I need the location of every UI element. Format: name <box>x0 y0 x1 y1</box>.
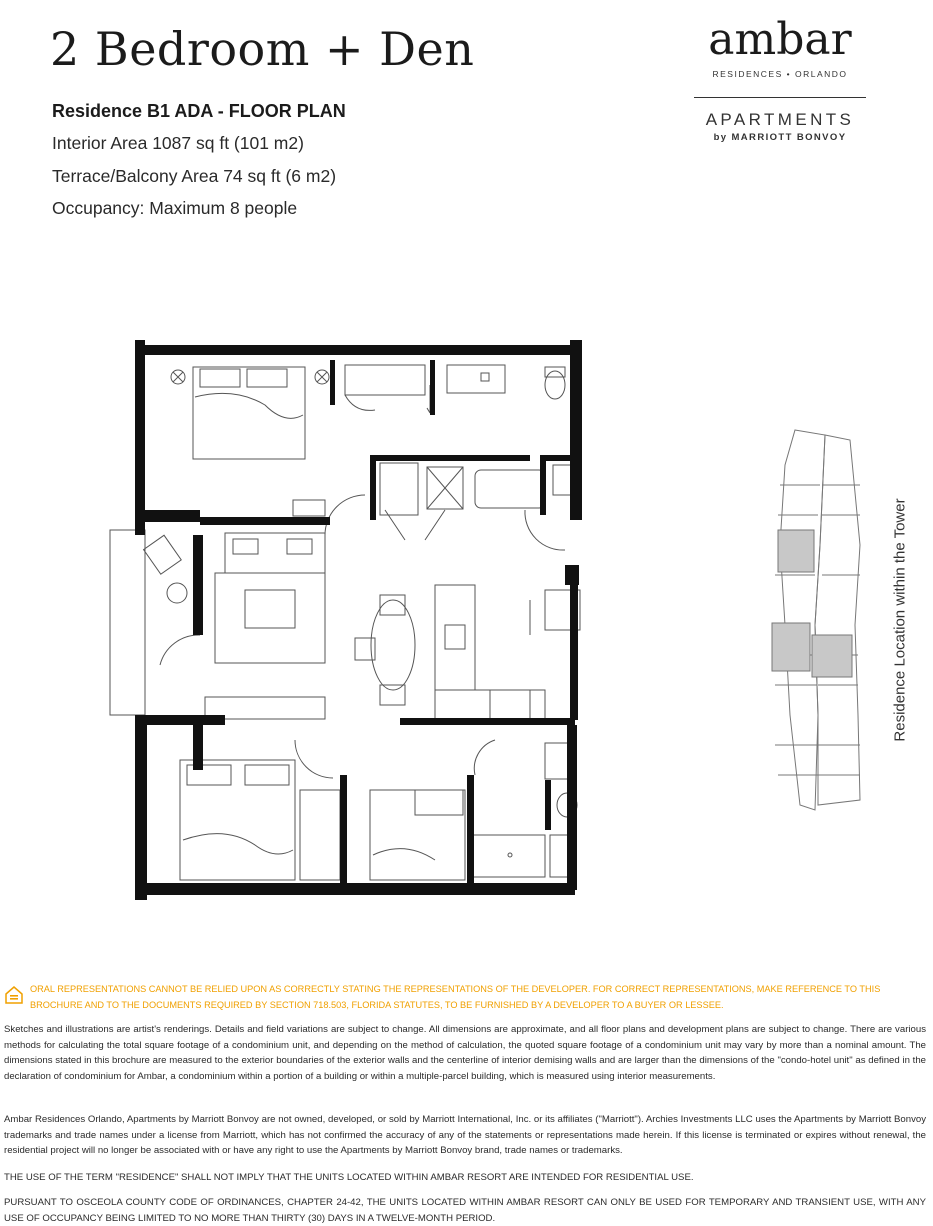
tower-location-map <box>760 425 880 815</box>
oral-representations-disclaimer: ORAL REPRESENTATIONS CANNOT BE RELIED UPON AS CORRECTLY STATING THE REPRESENTATIONS OF THE DEVELOPER. FOR CORRECT REPRESENTATIONS, MAKE REFERENCE TO THIS BROCHURE AND TO THE DOCUMENTS REQUIRED BY SECTION 718.503, FLORIDA STATUTES, TO BE FURNISHED BY A DEVELOPER TO A BUYER OR LESSEE. <box>30 984 881 1010</box>
terrace-area: Terrace/Balcony Area 74 sq ft (6 m2) <box>52 166 337 186</box>
interior-area: Interior Area 1087 sq ft (101 m2) <box>52 133 304 153</box>
exterior-walls <box>135 340 582 900</box>
legal-paragraph-1: Sketches and illustrations are artist's renderings. Details and field variations are subject to change. All dimensions are approximate, and all floor plans and development plans are subject to change. There are various methods for calculating the total square footage of a condominium unit, and depending on the method of calculation, the quoted square footage of a condominium unit may vary by more than a nominal amount. The dimensions stated in this brochure are measured to the exterior boundaries of the exterior walls and the centerline of interior demising walls and are larger than the dimensions of the "condo-hotel unit" as defined in the declaration of condominium for Ambar, a condominium within a portion of a building or within a multiple-parcel building, which is measured using interior measurements. <box>4 1024 926 1082</box>
brand-name: ambar <box>708 14 852 65</box>
coffee-table <box>245 590 295 628</box>
page-title: 2 Bedroom + Den <box>50 22 475 76</box>
armchair <box>144 535 182 574</box>
brand-logo <box>690 14 870 143</box>
legal-paragraph-4: PURSUANT TO OSCEOLA COUNTY CODE OF ORDINANCES, CHAPTER 24-42, THE UNITS LOCATED WITHIN AMBAR RESORT CAN ONLY BE USED FOR TEMPORARY AND TRANSIENT USE, WITH ANY USE OF OCCUPANCY BEING LIMITED TO NO MORE THAN THIRTY (30) DAYS IN A TWELVE-MONTH PERIOD. <box>4 1197 926 1224</box>
brand-sub: RESIDENCES • ORLANDO <box>712 69 848 79</box>
washer <box>380 463 418 515</box>
residence-highlight-2 <box>772 623 810 671</box>
plan-subtitle: Residence B1 ADA - FLOOR PLAN <box>52 101 346 121</box>
brand-by: by MARRIOTT BONVOY <box>713 132 847 143</box>
bed-2 <box>180 760 295 880</box>
legal-paragraph-2: Ambar Residences Orlando, Apartments by Marriott Bonvoy are not owned, developed, or sold by Marriott International, Inc. or its affiliates ("Marriott"). Archies Investments LLC uses the Apartments by Marriott Bonvoy trademarks and trade names under a license from Marriott, which has not confirmed the accuracy of any of the statements or representations made herein. If this license is terminated or expires without renewal, the residential project will no longer be associated with or have any right to use the Apartments by Marriott Bonvoy brand, trade names or trademarks. <box>4 1114 926 1157</box>
residence-highlight-1 <box>778 530 814 572</box>
residence-highlight-3 <box>812 635 852 677</box>
tower-label: Residence Location within the Tower <box>891 498 909 742</box>
equal-housing-icon <box>4 985 24 1005</box>
balcony <box>110 530 145 715</box>
den-daybed <box>370 790 465 880</box>
brand-apartments: APARTMENTS <box>705 110 855 129</box>
shower <box>473 835 545 877</box>
kitchen-island <box>435 585 475 690</box>
radiator <box>293 500 325 516</box>
legal-paragraph-3: THE USE OF THE TERM "RESIDENCE" SHALL NOT IMPLY THAT THE UNITS LOCATED WITHIN AMBAR RESORT ARE INTENDED FOR RESIDENTIAL USE. <box>4 1172 694 1183</box>
bed-1 <box>193 367 305 459</box>
sink-2 <box>545 743 570 779</box>
rug <box>215 573 325 663</box>
toilet <box>545 371 565 399</box>
dining-table <box>371 600 415 690</box>
floor-plan <box>105 335 595 905</box>
occupancy: Occupancy: Maximum 8 people <box>52 198 298 218</box>
brand-divider <box>694 97 866 98</box>
sink <box>447 365 505 393</box>
bathtub <box>475 470 545 508</box>
